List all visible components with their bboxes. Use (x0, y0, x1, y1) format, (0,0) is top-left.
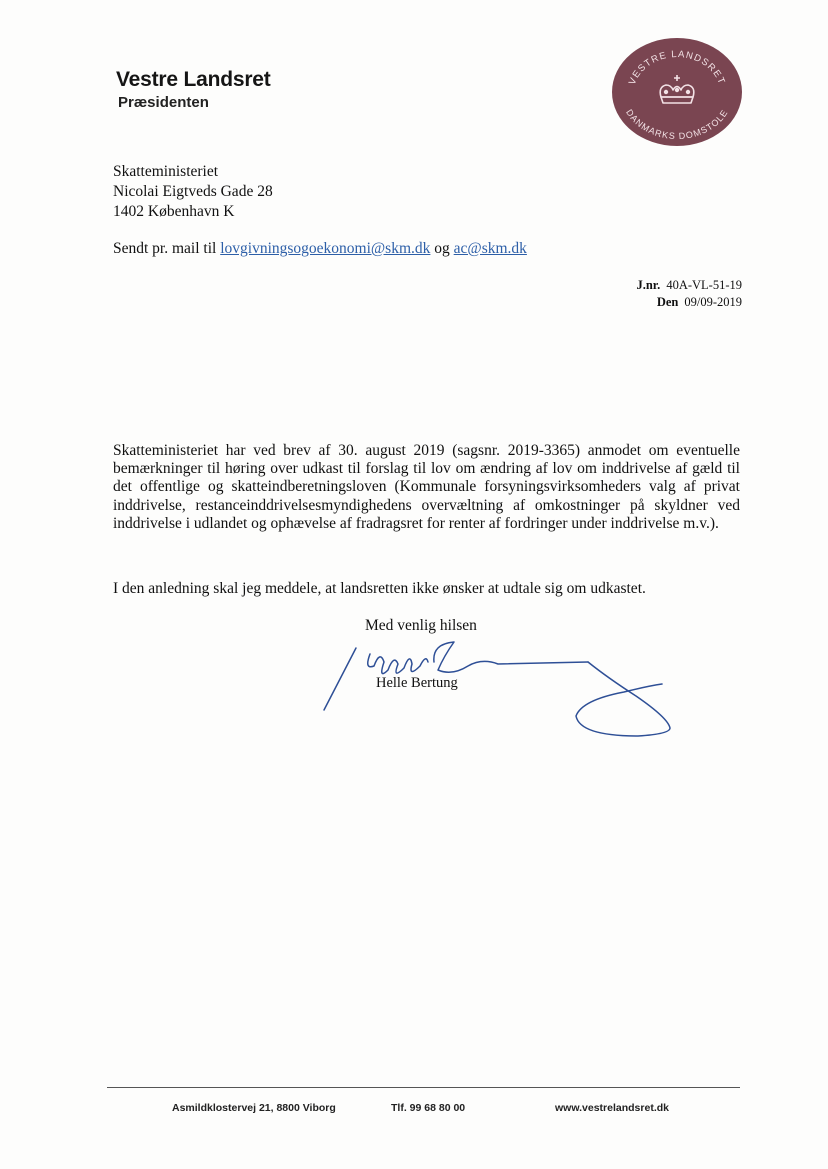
reference-block (636, 277, 742, 311)
recipient-address (113, 162, 273, 222)
seal-top-text: VESTRE LANDSRET (626, 48, 728, 87)
email-link-lovgivning[interactable]: lovgivningsogoekonomi@skm.dk (220, 240, 431, 257)
letterhead (116, 68, 271, 111)
sent-by-email-line (113, 240, 527, 258)
footer-phone: Tlf. 99 68 80 00 (391, 1102, 466, 1114)
court-office: Præsidenten (118, 94, 209, 111)
closing-greeting: Med venlig hilsen (365, 617, 477, 634)
journal-number-label: J.nr. (636, 278, 661, 292)
body-paragraph-2: I den anledning skal jeg meddele, at landsretten ikke ønsker at udtale sig om udkastet. (113, 580, 646, 597)
email-link-ac[interactable]: ac@skm.dk (453, 240, 527, 257)
recipient-city: 1402 København K (113, 203, 235, 220)
court-name: Vestre Landsret (116, 68, 271, 91)
footer-divider (107, 1087, 740, 1088)
recipient-name: Skatteministeriet (113, 163, 219, 180)
handwritten-signature (318, 636, 688, 746)
date-row (636, 294, 742, 311)
footer-address: Asmildklostervej 21, 8800 Viborg (172, 1102, 336, 1114)
sent-conjunction: og (430, 240, 454, 257)
date-value: 09/09-2019 (684, 295, 742, 309)
court-seal-icon (611, 37, 743, 147)
recipient-street: Nicolai Eigtveds Gade 28 (113, 183, 273, 200)
body-paragraph-1: Skatteministeriet har ved brev af 30. august 2019 (sagsnr. 2019-3365) anmodet om eventuelle bemærkninger til høring over udkast til forslag til lov om ændring af lov om inddrivelse af gæld til det offentlige og skatteindberetningsloven (Kommunale forsyningsvirksomheders valg af privat inddrivelse, restanceinddrivelsesmyndighedens overvæltning af omkostninger på skyldner ved inddrivelse i udlandet og ophævelse af fradragsret for renter af fordringer under inddrivelse m.v.). (113, 442, 740, 532)
footer-website[interactable]: www.vestrelandsret.dk (555, 1102, 669, 1114)
signer-name: Helle Bertung (376, 675, 458, 691)
date-label: Den (656, 295, 679, 309)
journal-number-row (636, 277, 742, 294)
seal-bottom-text: DANMARKS DOMSTOLE (624, 107, 730, 142)
sent-prefix: Sendt pr. mail til (113, 240, 221, 257)
journal-number-value: 40A-VL-51-19 (666, 278, 742, 292)
